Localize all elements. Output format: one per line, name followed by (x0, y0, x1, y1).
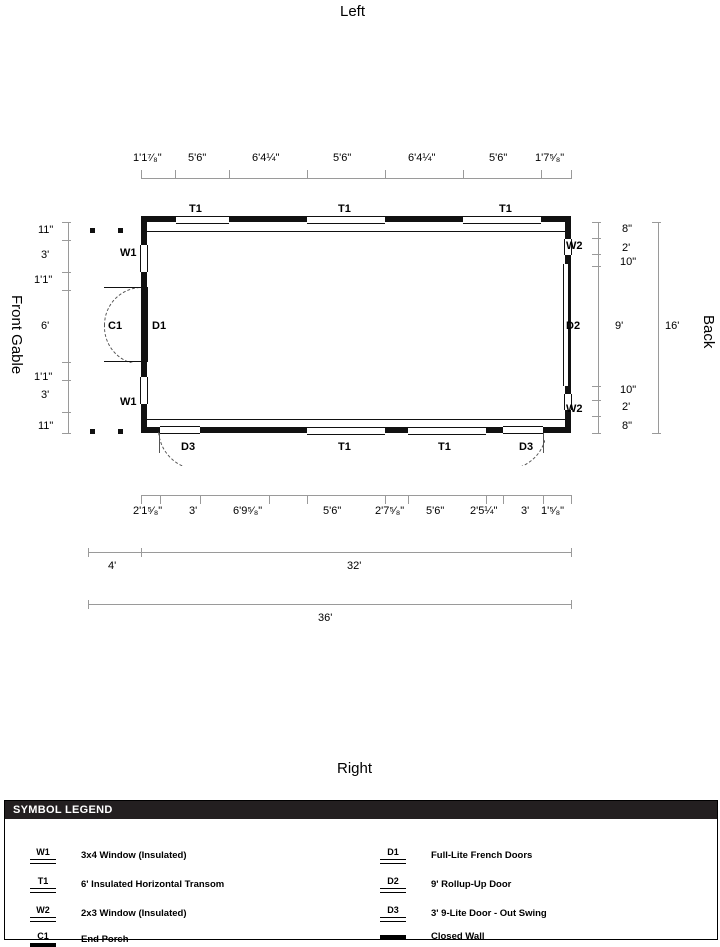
legend-item-t1 (15, 876, 224, 893)
legend-label-closed-wall: Closed Wall (431, 931, 485, 942)
legend-label-w1: 3x4 Window (Insulated) (81, 850, 187, 861)
legend-label-c1: End Porch (81, 933, 129, 945)
dim-tick (486, 495, 487, 504)
dim-tick (571, 548, 572, 557)
left-dim-2: 1'1" (34, 274, 53, 286)
legend-tag-w2: W2 (36, 905, 50, 915)
bottom-dim-6: 2'5¼" (470, 505, 498, 517)
dim-tick (592, 400, 601, 401)
porch-edge-top (104, 287, 142, 288)
dim-tick (62, 222, 71, 223)
top-dim-5: 5'6" (489, 152, 508, 164)
top-dim-6: 1'7⁵⁄₈" (535, 152, 565, 164)
legend-item-d1 (365, 847, 532, 864)
tag-window-w2-top: W2 (566, 240, 583, 252)
dim-tick (592, 416, 601, 417)
d1-jamb-line (147, 287, 148, 362)
top-dim-1: 5'6" (188, 152, 207, 164)
left-dim-4: 1'1" (34, 371, 53, 383)
dim-tick (592, 254, 601, 255)
post-marker-top (118, 228, 123, 233)
legend-item-w1 (15, 847, 186, 864)
legend-item-w2 (15, 905, 186, 922)
tag-door-d2: D2 (566, 320, 581, 332)
legend-item-d3 (365, 905, 547, 922)
dim-tick (269, 495, 270, 504)
legend-title: SYMBOL LEGEND (5, 801, 717, 819)
legend-label-d2: 9' Rollup-Up Door (431, 879, 512, 890)
bottom-dim-5: 5'6" (426, 505, 445, 517)
dim-tick (543, 495, 544, 504)
dim-tick (229, 170, 230, 179)
dim-tick (592, 222, 601, 223)
left-dim-5: 3' (41, 389, 50, 401)
window-symbol-graphic (30, 917, 56, 922)
dim-tick (62, 433, 71, 434)
door-swing-arc-left (158, 432, 202, 466)
legend-tag-w1: W1 (36, 847, 50, 857)
overall-mid-dimension-line (88, 552, 571, 553)
dim-tick (141, 548, 142, 557)
door-symbol (365, 847, 421, 864)
top-dim-2: 6'4¼" (252, 152, 280, 164)
bottom-dimension-line (141, 495, 571, 496)
door-symbol-graphic (380, 917, 406, 922)
orientation-label-bottom: Right (337, 760, 373, 777)
legend-label-w2: 2x3 Window (Insulated) (81, 908, 187, 919)
dim-tick (307, 170, 308, 179)
dim-tick (62, 362, 71, 363)
closed-wall-symbol-graphic (380, 935, 406, 939)
top-dim-4: 6'4¼" (408, 152, 436, 164)
legend-tag-d1: D1 (387, 847, 399, 857)
overall-porch-label: 4' (108, 560, 117, 572)
window-symbol-graphic (30, 859, 56, 864)
tag-transom-top-1: T1 (189, 203, 202, 215)
dim-tick (541, 170, 542, 179)
transom-top-1 (176, 216, 229, 224)
window-symbol (15, 905, 71, 922)
legend-item-c1 (15, 931, 129, 947)
dim-tick (408, 495, 409, 504)
dim-tick (141, 170, 142, 179)
corner-marker-top-left (90, 228, 95, 233)
dim-tick (571, 170, 572, 179)
window-symbol (15, 847, 71, 864)
bottom-dim-7: 3' (521, 505, 530, 517)
dim-tick (62, 290, 71, 291)
dim-tick (62, 412, 71, 413)
legend-label-d1: Full-Lite French Doors (431, 850, 533, 861)
legend-tag-c1: C1 (37, 931, 49, 941)
tag-door-d3-left: D3 (181, 441, 196, 453)
tag-window-w2-bottom: W2 (566, 403, 583, 415)
left-dim-0: 11" (38, 224, 54, 236)
right-dim-0: 8" (622, 223, 633, 235)
dim-tick (592, 386, 601, 387)
symbol-legend (4, 800, 718, 945)
right-dim-4: 10" (620, 384, 637, 396)
left-dim-3: 6' (41, 320, 50, 332)
door-leaf-right (543, 433, 544, 453)
dim-tick (62, 272, 71, 273)
overall-total-dimension-line (88, 604, 571, 605)
orientation-label-top: Left (340, 3, 366, 20)
overall-building-label: 32' (347, 560, 362, 572)
closed-wall-symbol (365, 935, 421, 939)
legend-tag-d3: D3 (387, 905, 399, 915)
top-dimension-line (141, 178, 571, 179)
porch-edge-bottom (104, 361, 142, 362)
dim-tick (160, 495, 161, 504)
dim-tick (62, 380, 71, 381)
top-dim-0: 1'1⁷⁄₈" (133, 152, 162, 164)
legend-body (5, 819, 717, 945)
tag-porch-c1: C1 (108, 320, 123, 332)
door-symbol (365, 905, 421, 922)
legend-item-d2 (365, 876, 511, 893)
interior-line-bottom (147, 419, 565, 420)
interior-line-top (147, 231, 565, 232)
dim-tick (503, 495, 504, 504)
window-opening-w1-bottom (140, 377, 148, 404)
dim-tick (385, 495, 386, 504)
tag-transom-bottom-2: T1 (438, 441, 451, 453)
bottom-dim-8: 1'⁵⁄₈" (541, 505, 565, 517)
bottom-dim-4: 2'7⁵⁄₈" (375, 505, 405, 517)
tag-door-d1: D1 (152, 320, 167, 332)
orientation-label-left: Front Gable (8, 295, 25, 375)
legend-label-d3: 3' 9-Lite Door - Out Swing (431, 908, 547, 919)
right-dim-6: 8" (622, 420, 633, 432)
transom-symbol (15, 876, 71, 893)
dim-tick (652, 433, 661, 434)
dim-tick (592, 238, 601, 239)
legend-item-closed-wall (365, 931, 485, 942)
dim-tick (141, 495, 142, 504)
right-dim-1: 2' (622, 242, 631, 254)
porch-symbol (15, 931, 71, 947)
right-overall-label: 16' (665, 320, 680, 332)
dim-tick (307, 495, 308, 504)
dim-tick (571, 600, 572, 609)
corner-marker-bottom-left (90, 429, 95, 434)
dim-tick (592, 266, 601, 267)
post-marker-bottom (118, 429, 123, 434)
legend-label-t1: 6' Insulated Horizontal Transom (81, 879, 225, 890)
door-symbol-graphic (380, 859, 406, 864)
orientation-label-right: Back (700, 315, 717, 349)
dim-tick (463, 170, 464, 179)
door-symbol (365, 876, 421, 893)
right-overall-dimension-line (658, 222, 659, 433)
tag-door-d3-right: D3 (519, 441, 534, 453)
dim-tick (62, 240, 71, 241)
transom-symbol-graphic (30, 888, 56, 893)
bottom-dim-0: 2'1⁵⁄₈" (133, 505, 163, 517)
dim-tick (88, 600, 89, 609)
top-dim-3: 5'6" (333, 152, 352, 164)
dim-tick (571, 495, 572, 504)
door-symbol-graphic (380, 888, 406, 893)
dim-tick (175, 170, 176, 179)
bottom-dim-2: 6'9⁵⁄₈" (233, 505, 263, 517)
right-dim-5: 2' (622, 401, 631, 413)
overall-total-label: 36' (318, 612, 333, 624)
left-dim-1: 3' (41, 249, 50, 261)
transom-bottom-1 (307, 427, 385, 435)
tag-transom-top-2: T1 (338, 203, 351, 215)
tag-transom-bottom-1: T1 (338, 441, 351, 453)
bottom-dim-3: 5'6" (323, 505, 342, 517)
right-dim-2: 10" (620, 256, 637, 268)
tag-transom-top-3: T1 (499, 203, 512, 215)
bottom-dim-1: 3' (189, 505, 198, 517)
door-leaf-left (159, 433, 160, 453)
left-dim-6: 11" (38, 420, 54, 432)
right-dim-3: 9' (615, 320, 624, 332)
transom-top-3 (463, 216, 541, 224)
dim-tick (200, 495, 201, 504)
d2-line-a (563, 264, 564, 386)
tag-window-w1-bottom: W1 (120, 396, 137, 408)
left-dimension-line (68, 222, 69, 433)
tag-window-w1-top: W1 (120, 247, 137, 259)
door-swing-arc-right (501, 432, 545, 466)
legend-tag-d2: D2 (387, 876, 399, 886)
dim-tick (88, 548, 89, 557)
porch-symbol-graphic (30, 943, 56, 947)
transom-bottom-2 (408, 427, 486, 435)
dim-tick (652, 222, 661, 223)
legend-tag-t1: T1 (37, 876, 49, 886)
window-opening-w1-top (140, 245, 148, 272)
dim-tick (385, 170, 386, 179)
transom-top-2 (307, 216, 385, 224)
dim-tick (592, 433, 601, 434)
